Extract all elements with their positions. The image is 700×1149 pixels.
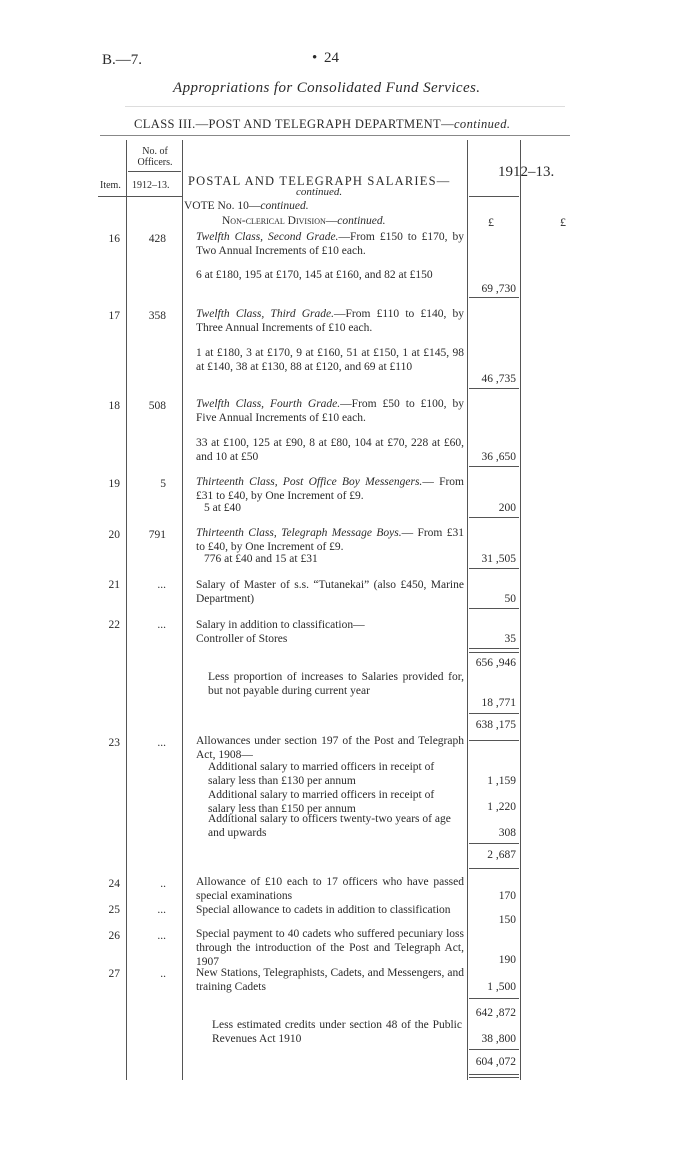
section-title: POSTAL AND TELEGRAPH SALARIES—: [188, 174, 451, 188]
col-rule-item: [126, 140, 127, 1080]
row-rule: [469, 568, 519, 569]
officers-count: ..: [160, 968, 166, 980]
item-description: New Stations, Telegraphists, Cadets, and Messengers, and training Cadets: [196, 967, 464, 993]
row-rule: [469, 608, 519, 609]
row-rule: [469, 740, 519, 741]
item-amount: 69 ,730: [481, 283, 516, 295]
officers-count: ...: [157, 737, 166, 749]
class-heading-text: CLASS III.—POST AND TELEGRAPH DEPARTMENT—: [134, 117, 454, 131]
item-amount: 170: [498, 890, 516, 902]
officers-count: ...: [157, 579, 166, 591]
item-description: Twelfth Class, Third Grade.—From £110 to £140, by Three Annual Increments of £10 each.: [196, 308, 464, 334]
officers-count: ...: [157, 619, 166, 631]
header-rule-item: [98, 196, 182, 197]
item-amount: 150: [498, 914, 516, 926]
row-rule: [469, 843, 519, 844]
division-heading: [222, 214, 386, 228]
officers-header: No. of Officers.: [137, 146, 173, 168]
vote-continued: continued.: [260, 200, 309, 212]
officers-count: 508: [148, 400, 166, 412]
officers-count: ...: [157, 904, 166, 916]
officers-count: ...: [157, 930, 166, 942]
division-text: Non-clerical Division—: [222, 215, 338, 227]
item-number: 21: [108, 579, 120, 591]
grand-total-amount: 604 ,072: [475, 1056, 516, 1068]
item-number: 19: [108, 478, 120, 490]
row-rule: [469, 1077, 519, 1078]
col-rule-officers: [182, 140, 183, 1080]
page-title: Appropriations for Consolidated Fund Services.: [173, 80, 481, 96]
section-continued: continued.: [296, 186, 343, 198]
item-detail: 5 at £40: [204, 502, 242, 514]
sub-item-amount: 308: [498, 827, 516, 839]
officers-count: ..: [160, 878, 166, 890]
rule-top: [125, 106, 565, 107]
item-description: Salary in addition to classification— Controller of Stores: [196, 619, 365, 645]
officers-count: 791: [148, 529, 166, 541]
currency-symbol-1: £: [488, 215, 494, 229]
sub-item-description: Additional salary to officers twenty-two years of age and upwards: [208, 813, 451, 839]
division-continued: continued.: [337, 215, 386, 227]
officers-count: 5: [160, 478, 166, 490]
item-amount: 190: [498, 954, 516, 966]
item-number: 16: [108, 233, 120, 245]
item-description: Twelfth Class, Fourth Grade.—From £50 to £100, by Five Annual Increments of £10 each.: [196, 398, 464, 424]
item-detail: 33 at £100, 125 at £90, 8 at £80, 104 at £70, 228 at £60, and 10 at £50: [196, 437, 464, 463]
row-rule: [469, 517, 519, 518]
less-credits-amount: 38 ,800: [481, 1033, 516, 1045]
item-amount: 46 ,735: [481, 373, 516, 385]
vote-heading: [184, 199, 309, 213]
row-rule: [469, 648, 519, 649]
officers-count: 358: [148, 310, 166, 322]
item-number: 27: [108, 968, 120, 980]
bullet-mark: •: [312, 50, 318, 66]
item-description: Allowance of £10 each to 17 officers who have passed special examinations: [196, 876, 464, 902]
item-number: 26: [108, 930, 120, 942]
vote-text: VOTE No. 10—: [184, 200, 261, 212]
less-credits-description: Less estimated credits under section 48 of the Public Revenues Act 1910: [212, 1019, 462, 1045]
item-number: 24: [108, 878, 120, 890]
item-detail: 6 at £180, 195 at £170, 145 at £160, and 82 at £150: [196, 269, 433, 281]
item-description: Special allowance to cadets in addition to classification: [196, 904, 451, 916]
header-rule-amount: [469, 196, 519, 197]
row-rule: [469, 998, 519, 999]
item-description: Special payment to 40 cadets who suffered pecuniary loss through the introduction of the Post and Telegraph Act, 1907: [196, 928, 464, 968]
sub-item-amount: 1 ,220: [487, 801, 516, 813]
item-number: 17: [108, 310, 120, 322]
item-description: Thirteenth Class, Post Office Boy Messengers.— From £31 to £40, by One Increment of £9.: [196, 476, 465, 502]
item-amount: 50: [504, 593, 516, 605]
subtotal-amount: 638 ,175: [475, 719, 516, 731]
item-detail: 1 at £180, 3 at £170, 9 at £160, 51 at £150, 1 at £145, 98 at £140, 38 at £130, 88 at £120, and 69 at £110: [196, 347, 464, 373]
item-header: Item.: [100, 180, 121, 191]
year-header: 1912–13.: [498, 164, 555, 180]
sub-item-description: Additional salary to married officers in receipt of salary less than £150 per annum: [208, 789, 435, 815]
officers-year-header: 1912–13.: [132, 180, 170, 191]
document-reference: B.—7.: [102, 52, 143, 68]
item-amount: 200: [498, 502, 516, 514]
item-description: Allowances under section 197 of the Post and Telegraph Act, 1908—: [196, 735, 464, 761]
item-amount: 1 ,500: [487, 981, 516, 993]
less-proportion-amount: 18 ,771: [481, 697, 516, 709]
item-total: 2 ,687: [487, 849, 516, 861]
less-proportion-description: Less proportion of increases to Salaries provided for, but not payable during current year: [208, 671, 464, 697]
row-rule: [469, 388, 519, 389]
item-number: 23: [108, 737, 120, 749]
row-rule: [469, 1049, 519, 1050]
header-rule-officers: [128, 171, 181, 172]
item-amount: 36 ,650: [481, 451, 516, 463]
row-rule: [469, 868, 519, 869]
row-rule: [469, 713, 519, 714]
sub-item-amount: 1 ,159: [487, 775, 516, 787]
col-rule-amount-right: [520, 140, 521, 1080]
row-rule: [469, 466, 519, 467]
row-rule: [469, 652, 519, 653]
item-number: 18: [108, 400, 120, 412]
page-number: 24: [324, 50, 339, 66]
row-rule: [469, 297, 519, 298]
col-rule-amount-left: [467, 140, 468, 1080]
class-heading: [134, 117, 510, 132]
class-heading-continued: continued.: [453, 117, 511, 131]
item-detail: 776 at £40 and 15 at £31: [204, 553, 318, 565]
sub-item-description: Additional salary to married officers in receipt of salary less than £130 per annum: [208, 761, 435, 787]
item-number: 25: [108, 904, 120, 916]
item-description: Thirteenth Class, Telegraph Message Boys.— From £31 to £40, by One Increment of £9.: [196, 527, 465, 553]
item-number: 20: [108, 529, 120, 541]
item-description: Salary of Master of s.s. “Tutanekai” (also £450, Marine Department): [196, 579, 464, 605]
row-rule: [469, 1074, 519, 1075]
item-number: 22: [108, 619, 120, 631]
item-description: Twelfth Class, Second Grade.—From £150 to £170, by Two Annual Increments of £10 each.: [196, 231, 464, 257]
rule-class: [100, 135, 570, 136]
subtotal-amount: 656 ,946: [475, 657, 516, 669]
item-amount: 35: [504, 633, 516, 645]
currency-symbol-2: £: [560, 215, 566, 229]
item-amount: 31 ,505: [481, 553, 516, 565]
officers-count: 428: [148, 233, 166, 245]
subtotal-amount: 642 ,872: [475, 1007, 516, 1019]
